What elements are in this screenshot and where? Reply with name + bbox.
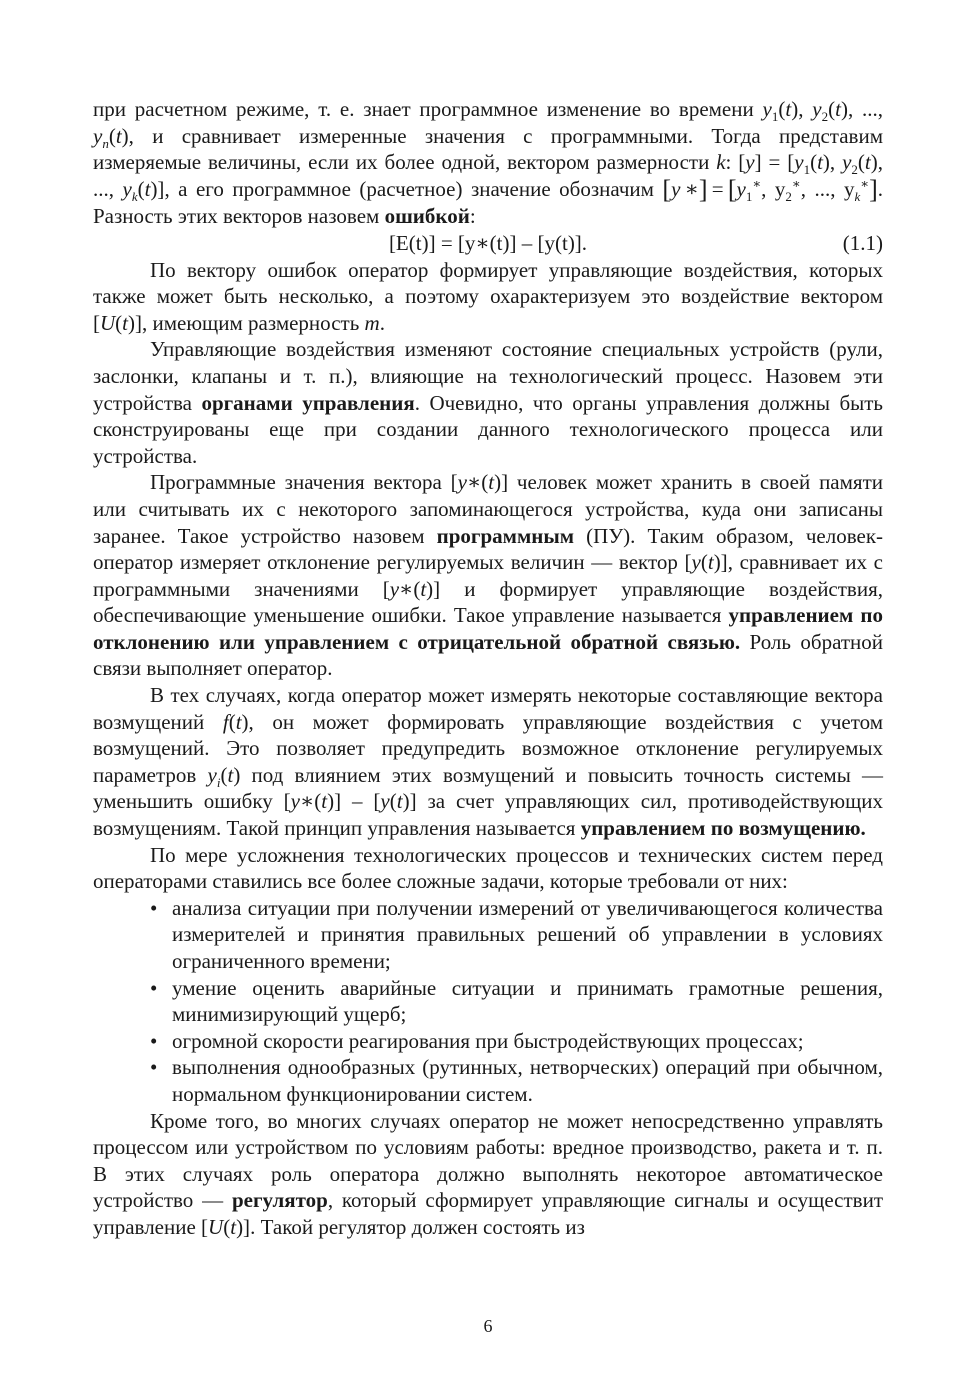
term-regulator: регулятор (231, 1188, 328, 1213)
page-number: 6 (483, 1316, 493, 1336)
bullet-icon: • (150, 895, 158, 920)
list-item: • огромной скорости реагирования при быстродействующих процессах; (150, 1028, 804, 1053)
formula-1-1 (93, 230, 883, 257)
task-list (93, 895, 883, 1108)
page-body (93, 96, 883, 1241)
term-programmatic: программным (436, 523, 575, 548)
paragraph-6: По мере усложнения технологических процессов и технических систем перед операторами ставились все более сложные задачи, которые требовали от них: (93, 842, 883, 894)
bullet-icon: • (150, 1028, 158, 1053)
formula-number: (1.1) (842, 230, 883, 255)
list-item: • анализа ситуации при получении измерений от увеличивающегося количества измерителей и принятия правильных решений об управлении в условиях ограниченного времени; (150, 895, 883, 973)
paragraph-7: Кроме того, во многих случаях оператор не может непосредственно управлять процессом или устройством по условиям работы: вредное производство, ракета и т. п. В этих случаях роль оператора должно выполнять некоторое автоматическое устройство — регулятор, который сформирует управляющие сигналы и осуществит управление [U(t)]. Такой регулятор должен состоять из (93, 1108, 883, 1239)
paragraph-4: Программные значения вектора [y∗(t)] человек может хранить в своей памяти или считывать их с некоторого запоминающегося устройства, куда они записаны заранее. Такое устройство назовем программным (ПУ). Таким образом, человек-оператор измеряет отклонение регулируемых величин — вектор [y(t)], сравнивает их с программными значениями [y∗(t)] и формирует управляющие воздействия, обеспечивающие уменьшение ошибки. Такое управление называется управлением по отклонению или управлением с отрицательной обратной связью. Роль обратной связи выполняет оператор. (93, 470, 884, 681)
paragraph-5: В тех случаях, когда оператор может измерять некоторые составляющие вектора возмущений f(t), он может формировать управляющие воздействия с учетом возмущений. Это позволяет предупредить возможное отклонение регулируемых параметров $y_i(t)$ под влиянием этих возмущений и повысить точность системы — уменьшить ошибку [y∗(t)] – [y(t)] за счет управляющих сил, противодействующих возмущениям. Такой принцип управления называется управлением по возмущению. (93, 683, 884, 841)
term-feedback-control: управлением по отклонению или управлением с отрицательной обратной связью. (93, 603, 884, 654)
bullet-icon: • (150, 1055, 158, 1080)
bullet-icon: • (150, 975, 158, 1000)
term-error: ошибкой (384, 204, 470, 229)
paragraph-3: Управляющие воздействия изменяют состояние специальных устройств (рули, заслонки, клапаны и т. п.), влияющие на технологический процесс. Назовем эти устройства органами управления. Очевидно, что органы управления должны быть сконструированы еще при создании данного технологического процесса или устройства. (93, 337, 884, 468)
term-disturbance-control: управлением по возмущению. (580, 816, 866, 841)
paragraph-1: при расчетном режиме, т. е. знает программное изменение во времени $y_1(t)$, $y_2(t)$, ..., $y_n(t)$, и сравнивает измеренные значения с программными. Тогда представим измеряемые величины, если их более одной, вектором размерности k: $[y] = [y_1(t)$, $y_2(t)$, ..., $y_k(t)$], а его программное (расчетное) значение обозначим [y ∗] = [$y_1^∗$, $y_2^∗$, ..., $y_k^∗$]. Разность этих векторов назовем ошибкой: (93, 97, 884, 229)
term-control-organs: органами управления (201, 390, 415, 415)
list-item: • выполнения однообразных (рутинных, нетворческих) операций при обычном, нормальном функционировании систем. (150, 1055, 883, 1106)
paragraph-2: По вектору ошибок оператор формирует управляющие воздействия, которых также может быть несколько, а поэтому охарактеризуем это воздействие вектором [U(t)], имеющим размерность m. (93, 257, 883, 335)
formula-expression: [E(t)] = [y∗(t)] – [y(t)]. (388, 230, 588, 255)
list-item: • умение оценить аварийные ситуации и принимать грамотные решения, минимизирующий ущерб; (150, 975, 883, 1027)
